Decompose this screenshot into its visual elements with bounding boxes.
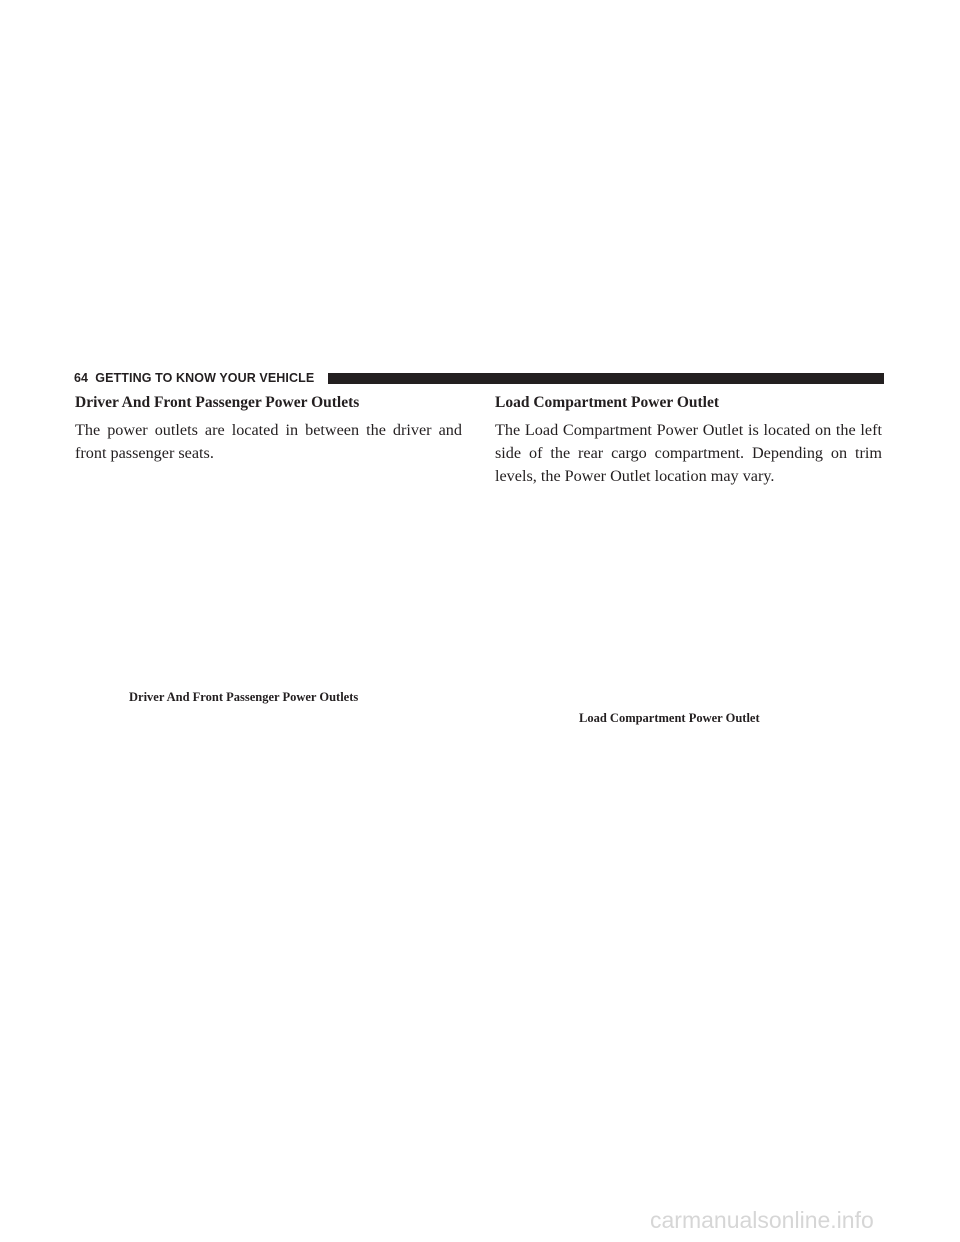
left-figure-placeholder [75, 470, 462, 680]
watermark-logo [650, 1205, 950, 1235]
running-header [74, 370, 884, 386]
right-body-paragraph [495, 419, 882, 488]
left-body-paragraph [75, 419, 462, 465]
right-body-line: The Load Compartment Power Outlet is located on the left [495, 421, 882, 439]
right-body-line: side of the rear cargo compartment. Depending on trim [495, 444, 882, 462]
left-body-line: front passenger seats. [75, 444, 214, 462]
page-number: 64 [74, 371, 89, 385]
left-body-line: The power outlets are located in between the driver and [75, 421, 462, 439]
right-figure-placeholder [495, 495, 882, 700]
right-figure-caption: Load Compartment Power Outlet [579, 711, 760, 725]
header-rule [328, 373, 884, 384]
watermark-text: carmanualsonline.info [650, 1207, 874, 1233]
section-title: GETTING TO KNOW YOUR VEHICLE [95, 371, 315, 385]
right-body-line: levels, the Power Outlet location may vary. [495, 467, 775, 485]
left-heading: Driver And Front Passenger Power Outlets [75, 394, 360, 411]
right-heading: Load Compartment Power Outlet [495, 394, 720, 411]
header-text [74, 370, 314, 386]
left-figure-caption: Driver And Front Passenger Power Outlets [129, 690, 359, 704]
